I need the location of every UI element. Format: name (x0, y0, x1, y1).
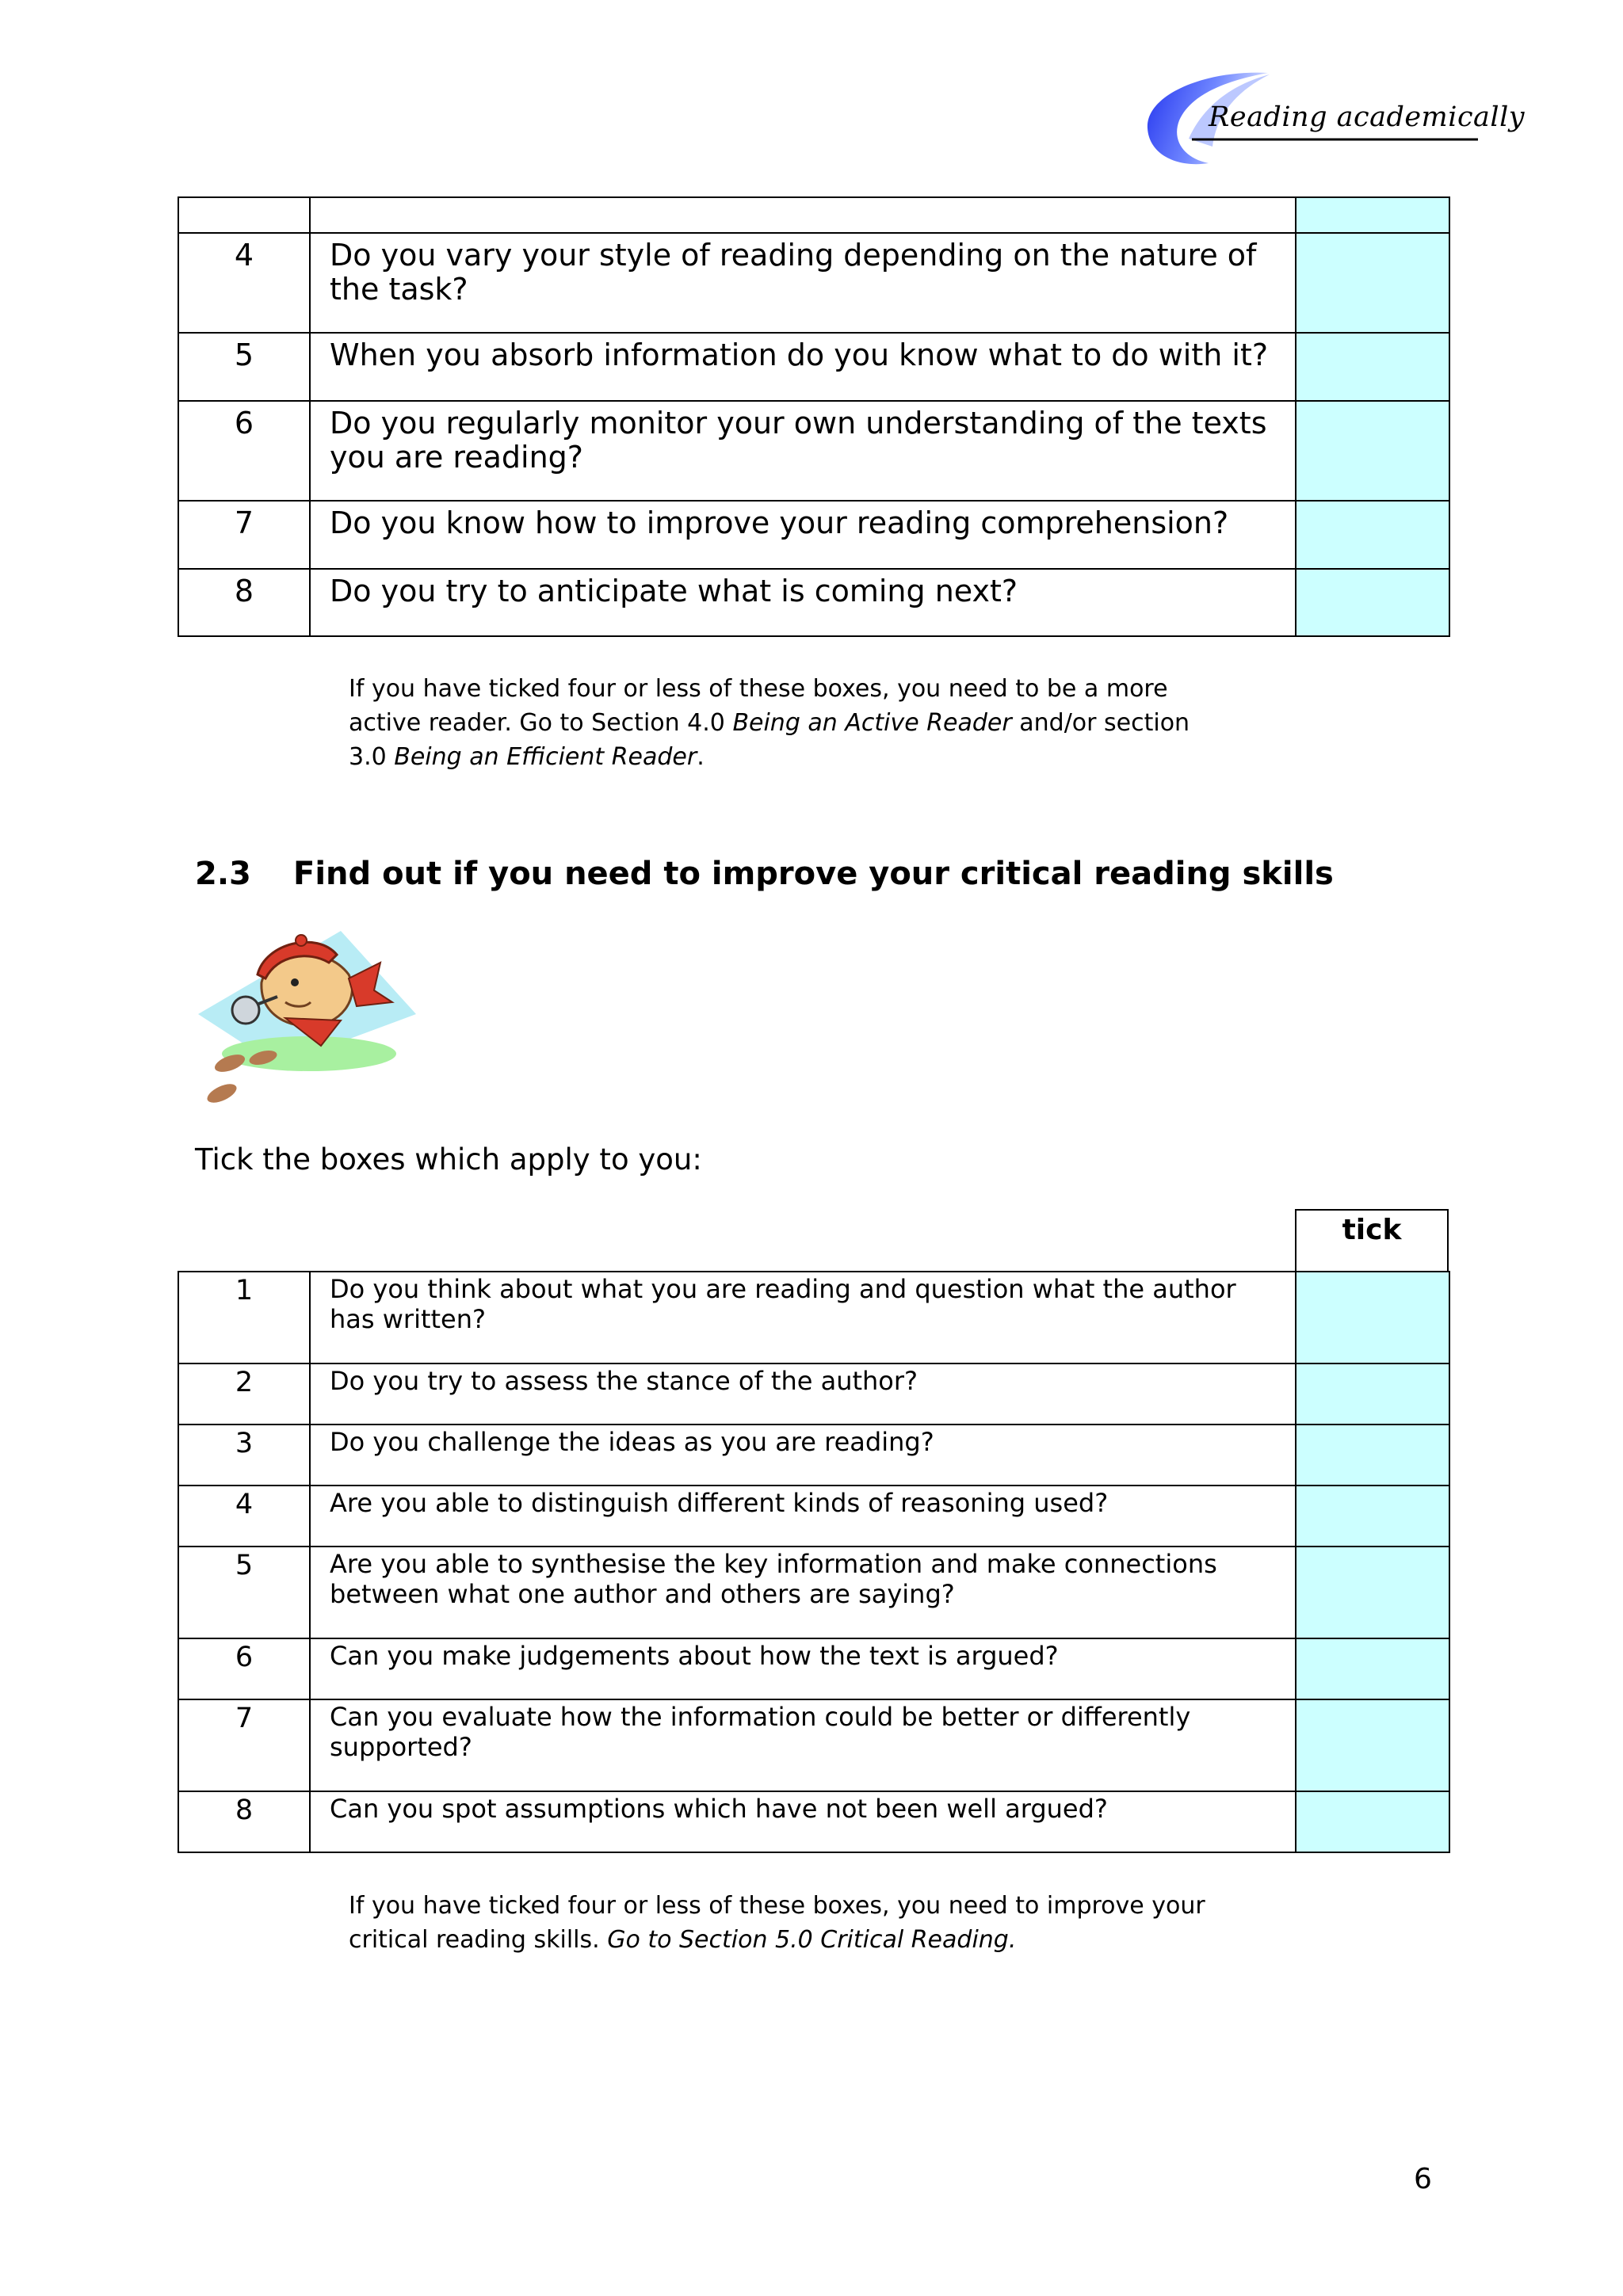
question-number: 7 (178, 1699, 310, 1791)
table-row (178, 1425, 1449, 1486)
question-text: Do you know how to improve your reading comprehension? (310, 501, 1296, 569)
question-text (310, 197, 1296, 233)
table-row (178, 333, 1449, 401)
question-text: Can you spot assumptions which have not been well argued? (310, 1791, 1296, 1852)
question-number: 5 (178, 1547, 310, 1638)
section-title: Find out if you need to improve your critical reading skills (293, 856, 1334, 892)
question-number: 2 (178, 1363, 310, 1425)
section-number: 2.3 (195, 856, 251, 892)
question-number: 3 (178, 1425, 310, 1486)
tick-box[interactable] (1296, 1791, 1449, 1852)
question-text: Do you vary your style of reading depending on the nature of the task? (310, 233, 1296, 333)
header-title: Reading academically (1209, 101, 1526, 133)
tick-box[interactable] (1296, 1363, 1449, 1425)
question-text: Do you regularly monitor your own understanding of the texts you are reading? (310, 401, 1296, 501)
table-row (178, 1486, 1449, 1547)
tick-box[interactable] (1296, 197, 1449, 233)
note-text: critical reading skills. (349, 1926, 608, 1954)
tick-box[interactable] (1296, 401, 1449, 501)
table-row (178, 1638, 1449, 1699)
page-number: 6 (1414, 2163, 1432, 2195)
question-number: 8 (178, 569, 310, 636)
table-row (178, 1791, 1449, 1852)
note-line (349, 1923, 1300, 1957)
tick-box[interactable] (1296, 1547, 1449, 1638)
note-text: and/or section (1011, 709, 1190, 737)
section-heading (195, 856, 1334, 892)
critical-reading-note (349, 1889, 1300, 1957)
question-text: Are you able to synthesise the key information and make connections between what one author and others are saying? (310, 1547, 1296, 1638)
critical-reading-questions-table (178, 1271, 1450, 1853)
tick-box[interactable] (1296, 333, 1449, 401)
question-text: Do you think about what you are reading and question what the author has written? (310, 1272, 1296, 1363)
tick-box[interactable] (1296, 1425, 1449, 1486)
question-text: Can you make judgements about how the text is argued? (310, 1638, 1296, 1699)
note-line: If you have ticked four or less of these boxes, you need to be a more (349, 675, 1168, 703)
table-row (178, 569, 1449, 636)
question-number: 1 (178, 1272, 310, 1363)
section-link-efficient-reader: Being an Efficient Reader (394, 743, 697, 771)
table-row (178, 501, 1449, 569)
question-number: 5 (178, 333, 310, 401)
detective-clipart-image (190, 927, 420, 1109)
table-row (178, 1363, 1449, 1425)
question-number: 4 (178, 233, 310, 333)
section-link-active-reader: Being an Active Reader (732, 709, 1012, 737)
question-number: 6 (178, 401, 310, 501)
table-row (178, 1272, 1449, 1363)
question-text: Are you able to distinguish different kinds of reasoning used? (310, 1486, 1296, 1547)
question-text: When you absorb information do you know what to do with it? (310, 333, 1296, 401)
table-row (178, 197, 1449, 233)
tick-box[interactable] (1296, 1272, 1449, 1363)
active-reader-note (349, 672, 1300, 774)
question-number: 4 (178, 1486, 310, 1547)
table-row (178, 401, 1449, 501)
note-text: . (697, 743, 705, 771)
note-text: active reader. Go to Section 4.0 (349, 709, 733, 737)
tick-box[interactable] (1296, 1638, 1449, 1699)
question-text: Do you challenge the ideas as you are reading? (310, 1425, 1296, 1486)
question-number (178, 197, 310, 233)
question-text: Can you evaluate how the information could be better or differently supported? (310, 1699, 1296, 1791)
note-text: 3.0 (349, 743, 395, 771)
note-line (349, 706, 1300, 740)
instruction-text: Tick the boxes which apply to you: (195, 1142, 702, 1177)
tick-box[interactable] (1296, 1699, 1449, 1791)
tick-column-header: tick (1295, 1209, 1449, 1272)
question-text: Do you try to anticipate what is coming next? (310, 569, 1296, 636)
tick-box[interactable] (1296, 569, 1449, 636)
tick-box[interactable] (1296, 1486, 1449, 1547)
note-line: If you have ticked four or less of these boxes, you need to improve your (349, 1892, 1205, 1920)
table-row (178, 1699, 1449, 1791)
question-number: 7 (178, 501, 310, 569)
question-text: Do you try to assess the stance of the author? (310, 1363, 1296, 1425)
question-number: 8 (178, 1791, 310, 1852)
tick-box[interactable] (1296, 501, 1449, 569)
table-row (178, 1547, 1449, 1638)
note-line (349, 740, 1300, 774)
tick-box[interactable] (1296, 233, 1449, 333)
question-number: 6 (178, 1638, 310, 1699)
table-row (178, 233, 1449, 333)
reading-questions-table (178, 196, 1450, 637)
section-link-critical-reading: Go to Section 5.0 Critical Reading. (607, 1926, 1017, 1954)
